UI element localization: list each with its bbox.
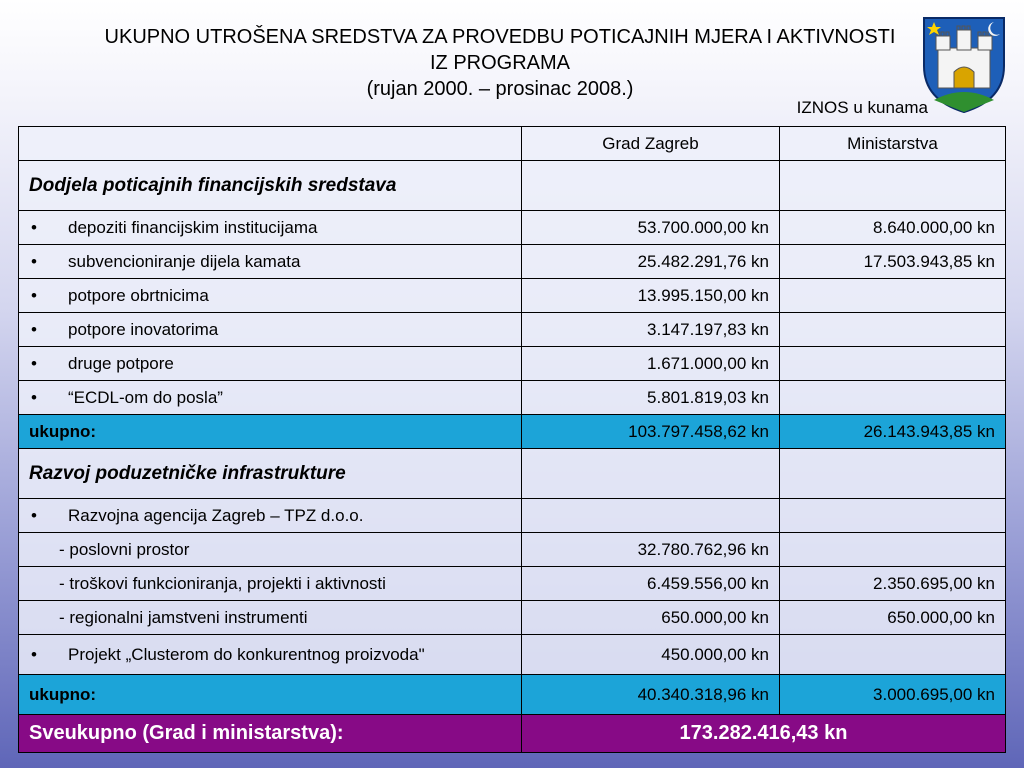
title-line-2: IZ PROGRAMA — [429, 52, 570, 74]
ministarstva-value — [780, 313, 1006, 347]
ministarstva-value: 650.000,00 kn — [780, 601, 1006, 635]
title-line-1: UKUPNO UTROŠENA SREDSTVA ZA PROVEDBU POTICAJNIH MJERA I AKTIVNOSTI — [104, 26, 896, 48]
table-row — [19, 533, 1006, 567]
row-label-cell — [19, 347, 522, 381]
row-label: Projekt „Clusterom do konkurentnog proizvoda" — [68, 644, 425, 664]
grad-value: 5.801.819,03 kn — [522, 381, 780, 415]
row-label-cell — [19, 245, 522, 279]
header-empty-cell — [19, 127, 522, 161]
ministarstva-value: 8.640.000,00 kn — [780, 211, 1006, 245]
amount-unit-note: IZNOS u kunama — [796, 98, 928, 117]
row-label: depoziti financijskim institucijama — [68, 217, 318, 237]
table-row — [19, 635, 1006, 675]
bullet: • — [31, 644, 37, 664]
grad-value: 25.482.291,76 kn — [522, 245, 780, 279]
total-ministarstva-value: 3.000.695,00 kn — [780, 675, 1006, 715]
row-label: potpore inovatorima — [68, 319, 219, 339]
row-label-cell — [19, 313, 522, 347]
ministarstva-value: 2.350.695,00 kn — [780, 567, 1006, 601]
row-label-cell — [19, 211, 522, 245]
row-label-cell — [19, 381, 522, 415]
zagreb-coat-of-arms-icon — [920, 14, 1008, 114]
row-label: Razvojna agencija Zagreb – TPZ d.o.o. — [68, 505, 364, 525]
ministarstva-value — [780, 381, 1006, 415]
bullet: • — [31, 505, 37, 525]
row-label-cell — [19, 499, 522, 533]
total-label: ukupno: — [19, 415, 522, 449]
bullet: • — [31, 387, 37, 407]
section-row — [19, 161, 1006, 211]
table-row — [19, 245, 1006, 279]
grad-value — [522, 499, 780, 533]
row-label: druge potpore — [68, 353, 174, 373]
section-total-row — [19, 675, 1006, 715]
table-row — [19, 499, 1006, 533]
grad-value: 1.671.000,00 kn — [522, 347, 780, 381]
grand-total-row — [19, 715, 1006, 753]
grad-value: 650.000,00 kn — [522, 601, 780, 635]
table-row — [19, 347, 1006, 381]
table-row — [19, 601, 1006, 635]
table-header-row — [19, 127, 1006, 161]
bullet: • — [31, 285, 37, 305]
grad-value: 6.459.556,00 kn — [522, 567, 780, 601]
ministarstva-value — [780, 279, 1006, 313]
bullet: • — [31, 319, 37, 339]
grad-value: 3.147.197,83 kn — [522, 313, 780, 347]
header-grad-zagreb: Grad Zagreb — [522, 127, 780, 161]
total-grad-value: 103.797.458,62 kn — [522, 415, 780, 449]
table-row — [19, 567, 1006, 601]
funds-table — [18, 126, 1006, 753]
grad-value: 13.995.150,00 kn — [522, 279, 780, 313]
table-row — [19, 313, 1006, 347]
section-total-row — [19, 415, 1006, 449]
empty-cell — [780, 449, 1006, 499]
total-ministarstva-value: 26.143.943,85 kn — [780, 415, 1006, 449]
empty-cell — [522, 161, 780, 211]
empty-cell — [522, 449, 780, 499]
total-label: ukupno: — [19, 675, 522, 715]
row-label: potpore obrtnicima — [68, 285, 209, 305]
table-row — [19, 381, 1006, 415]
ministarstva-value — [780, 347, 1006, 381]
table-row — [19, 211, 1006, 245]
header-ministarstva: Ministarstva — [780, 127, 1006, 161]
empty-cell — [780, 161, 1006, 211]
grand-total-label: Sveukupno (Grad i ministarstva): — [19, 715, 522, 753]
total-grad-value: 40.340.318,96 kn — [522, 675, 780, 715]
title-line-3: (rujan 2000. – prosinac 2008.) — [366, 78, 634, 100]
row-label: - poslovni prostor — [19, 533, 522, 567]
bullet: • — [31, 353, 37, 373]
row-label-cell — [19, 279, 522, 313]
row-label: - regionalni jamstveni instrumenti — [19, 601, 522, 635]
grand-total-value: 173.282.416,43 kn — [522, 715, 1006, 753]
bullet: • — [31, 251, 37, 271]
row-label: subvencioniranje dijela kamata — [68, 251, 301, 271]
slide-title — [20, 24, 980, 102]
row-label: - troškovi funkcioniranja, projekti i aktivnosti — [19, 567, 522, 601]
section-title-infrastructure: Razvoj poduzetničke infrastrukture — [19, 449, 522, 499]
grad-value: 32.780.762,96 kn — [522, 533, 780, 567]
grad-value: 53.700.000,00 kn — [522, 211, 780, 245]
table-row — [19, 279, 1006, 313]
row-label-cell — [19, 635, 522, 675]
section-title-financial-incentives: Dodjela poticajnih financijskih sredstava — [19, 161, 522, 211]
bullet: • — [31, 217, 37, 237]
ministarstva-value — [780, 635, 1006, 675]
ministarstva-value: 17.503.943,85 kn — [780, 245, 1006, 279]
section-row — [19, 449, 1006, 499]
row-label: “ECDL-om do posla” — [68, 387, 223, 407]
ministarstva-value — [780, 533, 1006, 567]
grad-value: 450.000,00 kn — [522, 635, 780, 675]
ministarstva-value — [780, 499, 1006, 533]
